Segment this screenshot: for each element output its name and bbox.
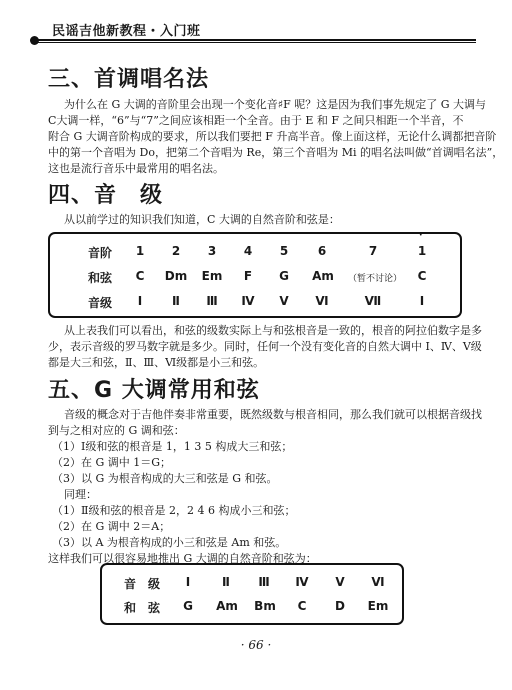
text-line: （2）在 G 调中 1＝G； [52, 456, 172, 469]
text-line: 到与之相对应的 G 调和弦： [48, 424, 185, 437]
degree-numeral: Ⅲ [206, 294, 218, 308]
chord-name: Am [216, 599, 238, 613]
page-number: · 66 · [240, 638, 272, 652]
degree-numeral: Ⅱ [222, 575, 230, 589]
text-line: 这样我们可以很容易地推出 G 大调的自然音阶和弦为： [48, 552, 317, 565]
scale-note-high: 1 [417, 244, 427, 258]
degree-numeral: Ⅵ [371, 575, 385, 589]
chord-name: G [183, 599, 193, 613]
page-header [30, 18, 476, 40]
degree-numeral: Ⅴ [335, 575, 345, 589]
chord-name: F [243, 269, 253, 283]
text-line: （1）Ⅱ级和弦的根音是 2，2 4 6 构成小三和弦； [52, 504, 296, 517]
text-line: C大调一样，“6”与“7”之间应该相距一个全音。由于 E 和 F 之间只相距一个半音，不 [48, 114, 464, 127]
row-label-degree: 音级 [88, 296, 113, 310]
row-label-chord: 和弦 [88, 271, 113, 285]
text-line: 都是大三和弦，Ⅱ、Ⅲ、Ⅵ级都是小三和弦。 [48, 356, 265, 369]
chord-note: （暂不讨论） [347, 274, 402, 284]
scale-note: 2 [171, 244, 181, 258]
text-line: 为什么在 G 大调的音阶里会出现一个变化音♯F 呢？这是因为我们事先规定了 G 大调与 [64, 98, 487, 111]
degree-numeral: Ⅰ [137, 294, 143, 308]
chord-name: Em [367, 599, 389, 613]
text-line: （3）以 G 为根音构成的大三和弦是 G 和弦。 [52, 472, 278, 485]
degree-numeral: Ⅳ [295, 575, 309, 589]
octave-dot-icon: · [419, 230, 423, 241]
text-line: （2）在 G 调中 2＝A； [52, 520, 171, 533]
chord-name: C [297, 599, 307, 613]
text-line: 从上表我们可以看出，和弦的级数实际上与和弦根音是一致的，根音的阿拉伯数字是多 [64, 324, 482, 337]
chord-name: Am [312, 269, 334, 283]
text-line: 少，表示音级的罗马数字就是多少。同时，任何一个没有变化音的自然大调中 Ⅰ、Ⅳ、Ⅴ级 [48, 340, 482, 353]
row-label-degree: 音 级 [124, 577, 161, 591]
text-line: 音级的概念对于吉他伴奏非常重要，既然级数与根音相同，那么我们就可以根据音级找 [64, 408, 482, 421]
c-major-chord-table [48, 232, 462, 318]
degree-numeral: Ⅰ [419, 294, 425, 308]
section-4-intro: 从以前学过的知识我们知道，C 大调的自然音阶和弦是： [64, 213, 340, 226]
chord-name: Em [201, 269, 223, 283]
text-line: 中的第一个音唱为 Do，把第二个音唱为 Re，第三个音唱为 Mi 的唱名法叫做“首调唱名法”， [48, 146, 504, 159]
chord-name: D [335, 599, 345, 613]
text-line: 附合 G 大调音阶构成的要求，所以我们要把 F 升高半音。像上面这样，无论什么调都把音阶 [48, 130, 497, 143]
scale-note: 7 [368, 244, 378, 258]
scale-note: 1 [135, 244, 145, 258]
section-4-heading: 四、音 级 [48, 183, 164, 208]
text-line: （1）Ⅰ级和弦的根音是 1，1 3 5 构成大三和弦； [52, 440, 293, 453]
section-3-heading: 三、首调唱名法 [48, 67, 210, 92]
scale-note: 5 [279, 244, 289, 258]
degree-numeral: Ⅱ [172, 294, 180, 308]
chord-name: Dm [164, 269, 188, 283]
scale-note: 4 [243, 244, 253, 258]
chord-name: C [135, 269, 145, 283]
text-line: 这也是流行音乐中最常用的唱名法。 [48, 162, 224, 175]
chord-name: G [279, 269, 289, 283]
scale-note: 6 [317, 244, 327, 258]
chord-name: Bm [254, 599, 276, 613]
degree-numeral: Ⅲ [258, 575, 270, 589]
degree-numeral: Ⅵ [315, 294, 329, 308]
text-line: （3）以 A 为根音构成的小三和弦是 Am 和弦。 [52, 536, 287, 549]
text-line: 同理： [64, 488, 97, 501]
row-label-scale: 音阶 [88, 246, 113, 260]
degree-numeral: Ⅴ [279, 294, 289, 308]
degree-numeral: Ⅰ [185, 575, 191, 589]
chord-name: C [417, 269, 427, 283]
header-rule-thin [38, 42, 476, 43]
book-title: 民谣吉他新教程・入门班 [52, 24, 201, 39]
section-5-heading: 五、G 大调常用和弦 [48, 378, 260, 403]
row-label-chord: 和 弦 [124, 601, 161, 615]
scale-note: 3 [207, 244, 217, 258]
degree-numeral: Ⅳ [241, 294, 255, 308]
g-major-chord-table [100, 563, 404, 625]
header-rule [38, 39, 476, 41]
degree-numeral: Ⅶ [364, 294, 382, 308]
